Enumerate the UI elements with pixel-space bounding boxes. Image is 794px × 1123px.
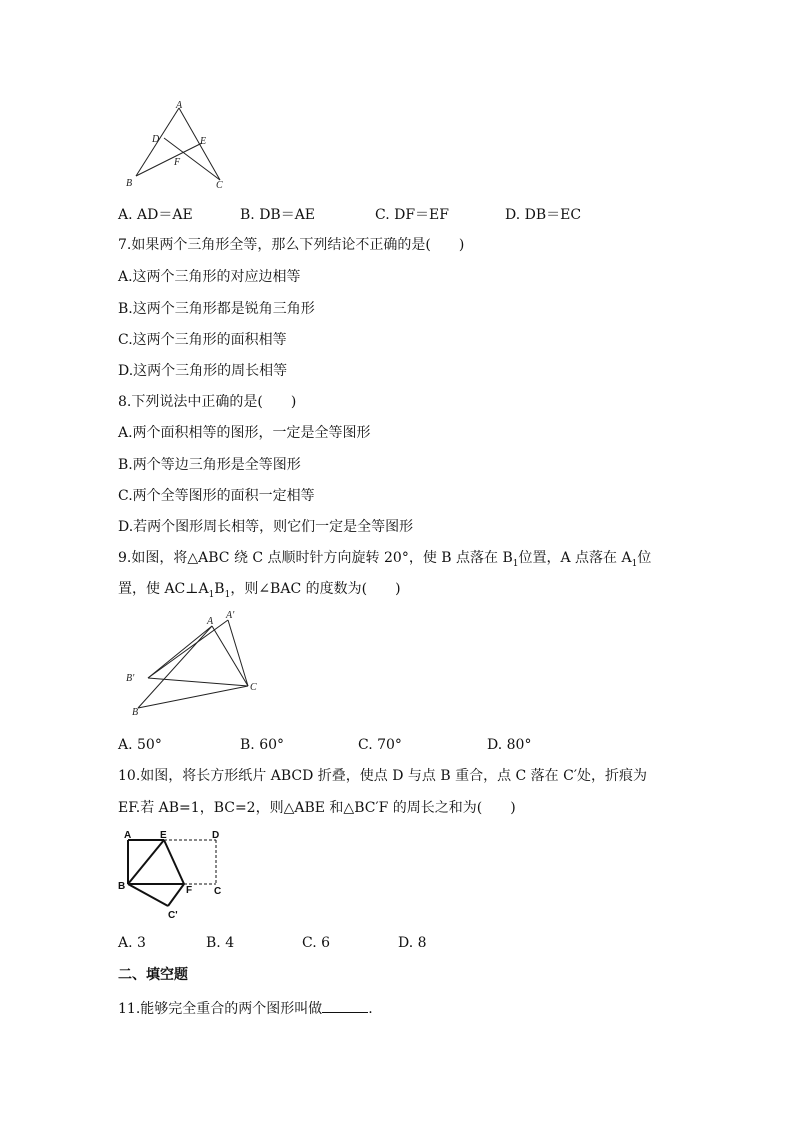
q9-stem-line2 <box>118 582 401 600</box>
q9-label-a-prime: A' <box>226 610 235 621</box>
q10-option-d[interactable]: D. 8 <box>398 935 427 951</box>
fig6-label-f: F <box>174 157 181 168</box>
q9-label-c: C <box>250 682 257 693</box>
q8-option-d[interactable]: D.若两个图形周长相等，则它们一定是全等图形 <box>118 519 414 535</box>
q11-stem-end: . <box>368 1001 373 1017</box>
q11-stem <box>118 1000 373 1016</box>
rotation-figure-q9 <box>118 608 268 720</box>
q9-line1-pre: 9.如图，将△ABC 绕 C 点顺时针方向旋转 20°，使 B 点落在 B <box>118 550 513 566</box>
q10-label-c: C <box>214 886 222 897</box>
q8-stem: 8.下列说法中正确的是( ) <box>118 394 297 410</box>
q10-label-c-prime: C' <box>168 910 178 921</box>
q7-option-c[interactable]: C.这两个三角形的面积相等 <box>118 332 287 348</box>
q7-option-d[interactable]: D.这两个三角形的周长相等 <box>118 363 288 379</box>
q7-option-b[interactable]: B.这两个三角形都是锐角三角形 <box>118 301 315 317</box>
q6-option-c[interactable]: C. DF＝EF <box>375 207 449 223</box>
q9-option-d[interactable]: D. 80° <box>487 737 532 753</box>
fig6-label-b: B <box>126 178 133 189</box>
q9-line2-post: ，则∠BAC 的度数为( ) <box>230 581 401 597</box>
q9-sub-b1-2: 1 <box>224 589 231 600</box>
q11-stem-text: 11.能够完全重合的两个图形叫做 <box>118 1001 323 1017</box>
fig6-label-a: A <box>176 100 183 111</box>
q8-option-c[interactable]: C.两个全等图形的面积一定相等 <box>118 488 315 504</box>
q10-label-d: D <box>212 830 220 841</box>
fig6-label-c: C <box>216 180 223 191</box>
q9-sub-a1-2: 1 <box>208 589 215 600</box>
folding-figure-q10 <box>116 826 236 924</box>
fig6-label-e: E <box>200 136 207 147</box>
q6-option-b[interactable]: B. DB＝AE <box>240 207 316 223</box>
q10-option-a[interactable]: A. 3 <box>118 935 146 951</box>
q9-label-b-prime: B' <box>126 673 135 684</box>
q9-stem-line1 <box>118 551 651 569</box>
q9-line2-mid: B <box>214 581 225 597</box>
q10-option-b[interactable]: B. 4 <box>206 935 235 951</box>
q9-sub-a1: 1 <box>631 558 638 569</box>
q9-line1-mid: 位置，A 点落在 A <box>518 550 632 566</box>
q10-label-b: B <box>118 881 126 892</box>
q9-label-b: B <box>132 707 139 718</box>
q10-label-e: E <box>160 830 167 841</box>
q10-stem-line2: EF.若 AB=1，BC=2，则△ABE 和△BC′F 的周长之和为( ) <box>118 800 516 816</box>
q11-answer-blank[interactable] <box>322 1000 368 1013</box>
triangle-figure-q6 <box>120 98 230 193</box>
q10-label-f: F <box>186 885 193 896</box>
q6-option-d[interactable]: D. DB＝EC <box>505 207 582 223</box>
section-title-fill-in: 二、填空题 <box>118 967 188 983</box>
q8-option-b[interactable]: B.两个等边三角形是全等图形 <box>118 457 301 473</box>
q7-option-a[interactable]: A.这两个三角形的对应边相等 <box>118 269 301 285</box>
q9-line2-pre: 置，使 AC⊥A <box>118 581 209 597</box>
q9-option-c[interactable]: C. 70° <box>358 737 402 753</box>
q10-option-c[interactable]: C. 6 <box>302 935 331 951</box>
q6-option-a[interactable]: A. AD＝AE <box>118 207 193 223</box>
q9-sub-b1: 1 <box>512 558 519 569</box>
q10-stem-line1: 10.如图，将长方形纸片 ABCD 折叠，使点 D 与点 B 重合，点 C 落在 C′处，折痕为 <box>118 768 648 784</box>
q9-label-a: A <box>207 616 214 627</box>
q9-option-a[interactable]: A. 50° <box>118 737 162 753</box>
q9-option-b[interactable]: B. 60° <box>240 737 285 753</box>
q9-line1-post: 位 <box>637 550 652 566</box>
q7-stem: 7.如果两个三角形全等，那么下列结论不正确的是( ) <box>118 237 465 253</box>
fig6-label-d: D <box>152 134 160 145</box>
q8-option-a[interactable]: A.两个面积相等的图形，一定是全等图形 <box>118 425 371 441</box>
q10-label-a: A <box>124 830 132 841</box>
